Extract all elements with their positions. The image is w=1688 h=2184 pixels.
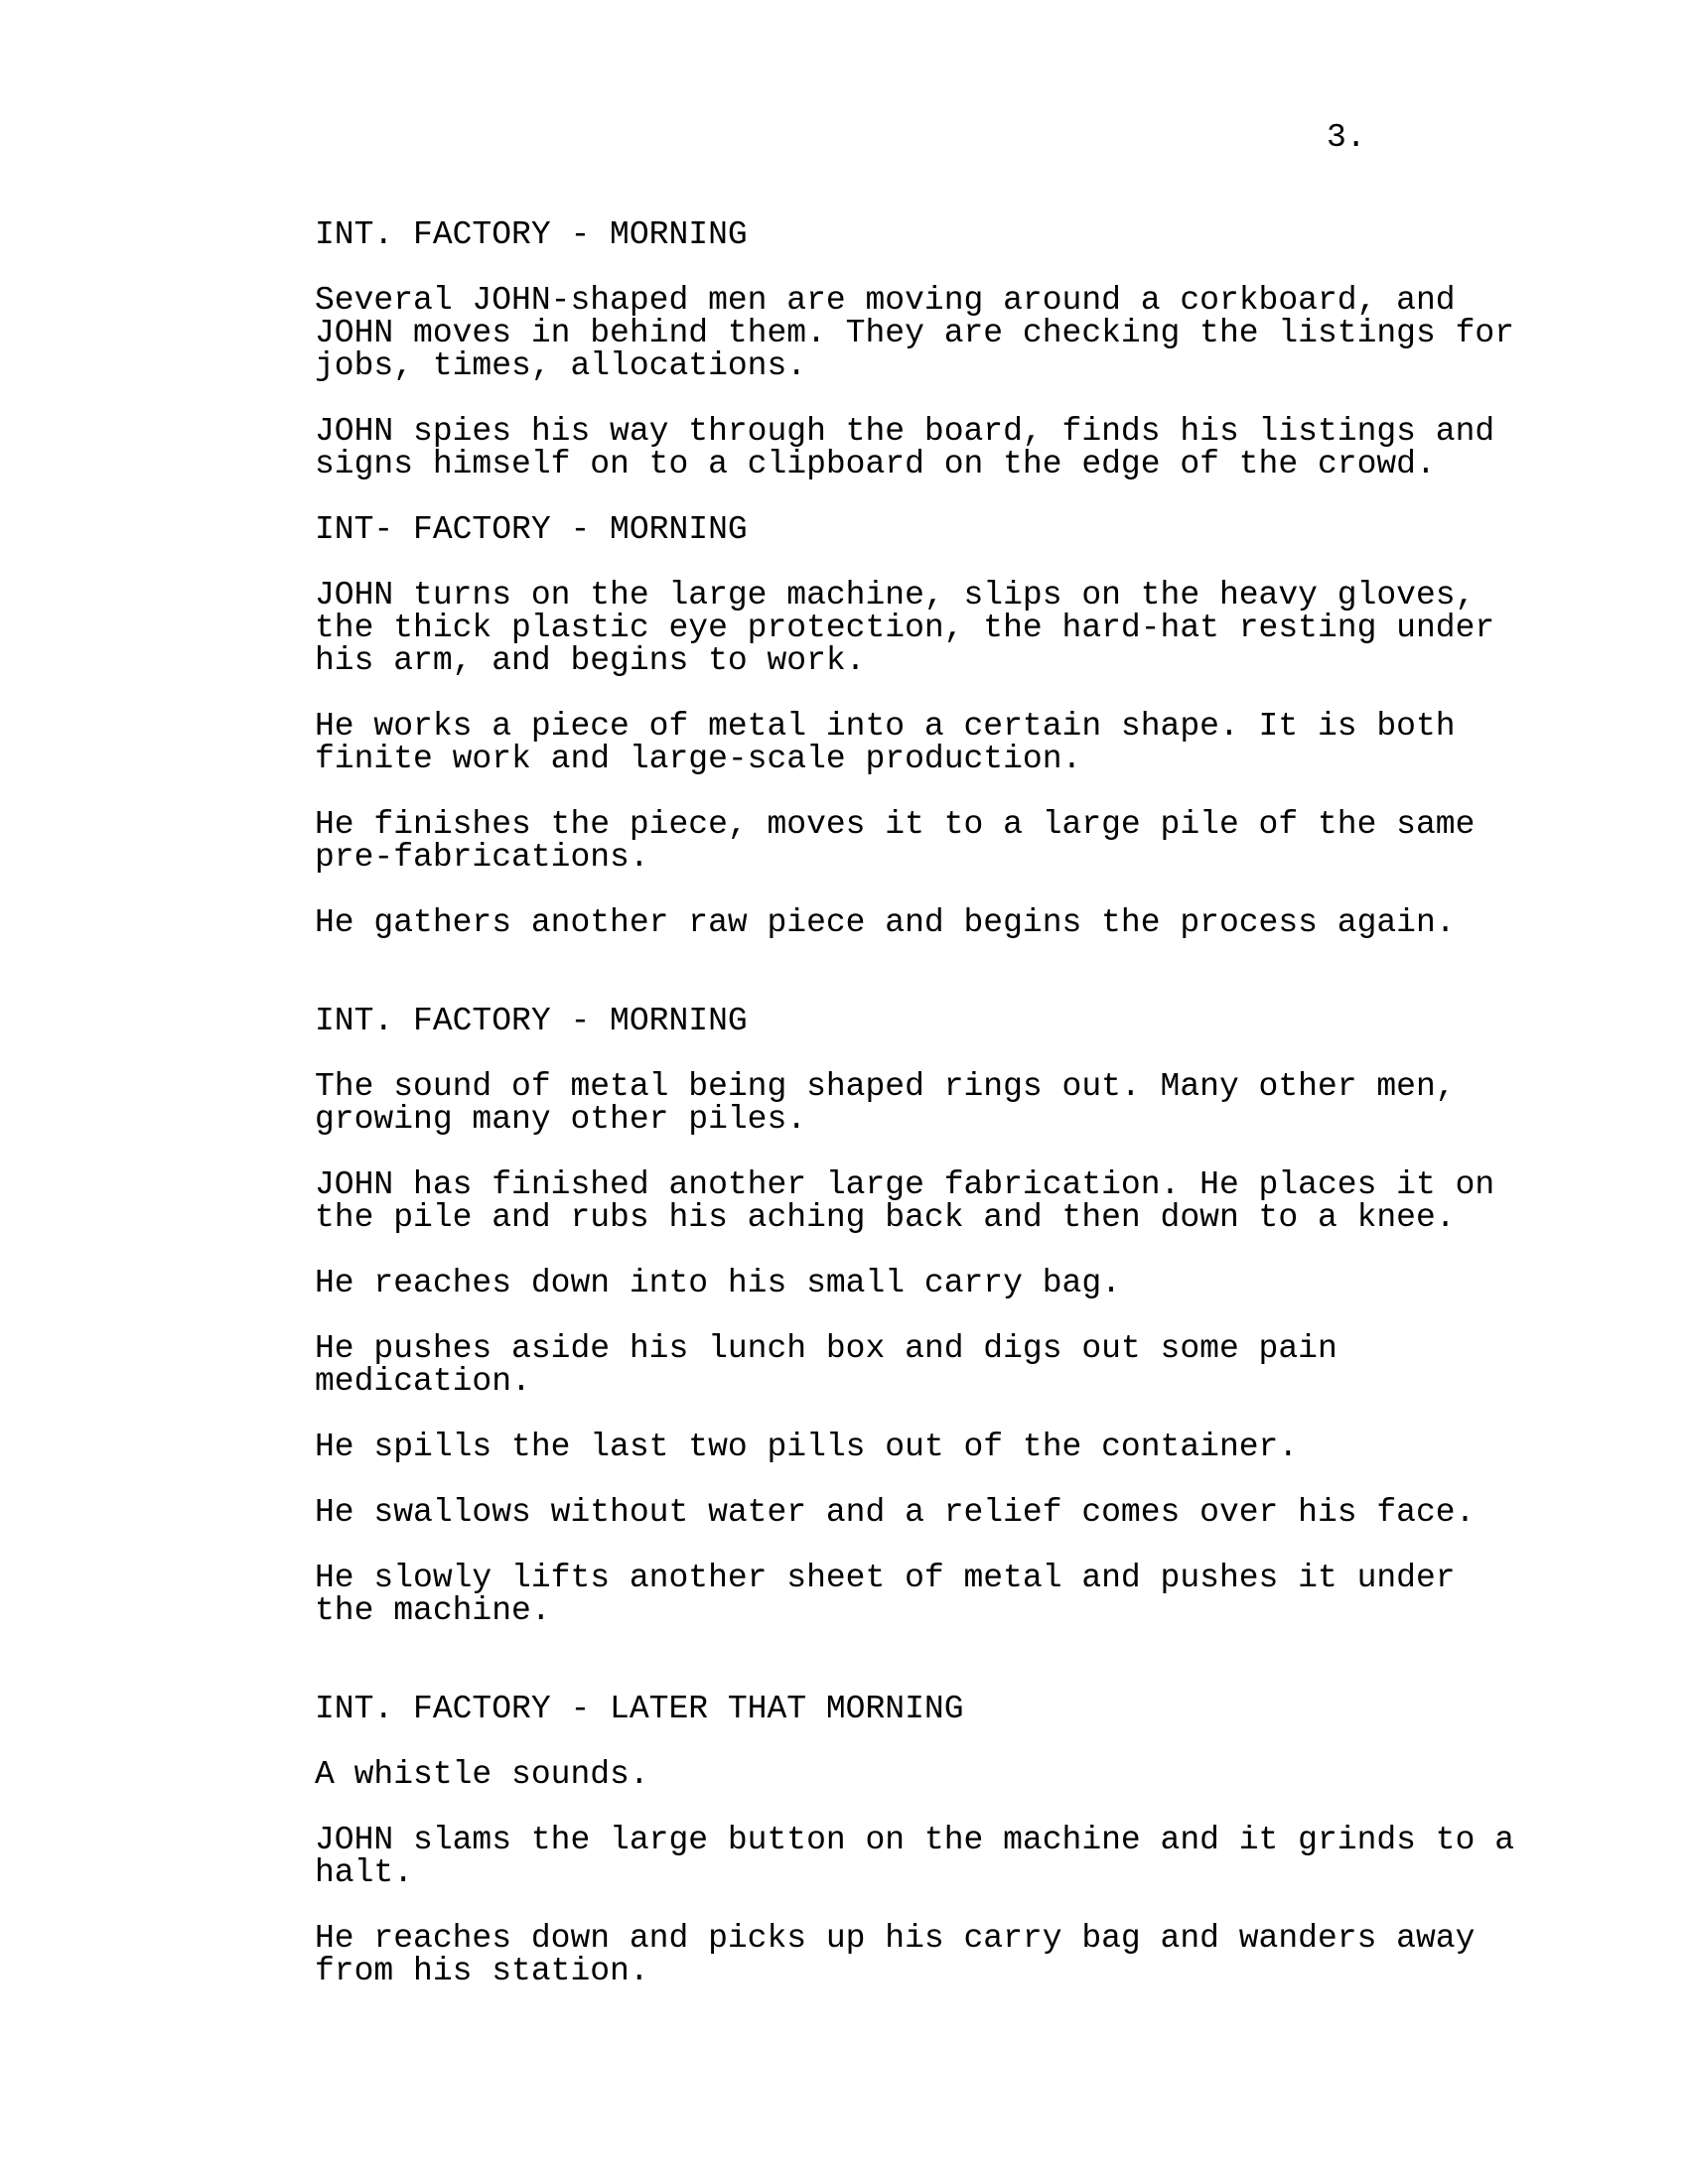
action-line: signs himself on to a clipboard on the edge of the crowd. (315, 446, 1436, 482)
action-line: jobs, times, allocations. (315, 347, 807, 384)
action-line: He works a piece of metal into a certain shape. It is both (315, 708, 1456, 745)
action-line: his arm, and begins to work. (315, 642, 866, 679)
scene-heading: INT. FACTORY - LATER THAT MORNING (315, 1691, 964, 1727)
scene-heading: INT- FACTORY - MORNING (315, 511, 748, 548)
action-line: JOHN slams the large button on the machine and it grinds to a (315, 1822, 1514, 1858)
action-line: halt. (315, 1854, 414, 1891)
page-number: 3. (1327, 119, 1366, 156)
action-line: The sound of metal being shaped rings out. Many other men, (315, 1068, 1456, 1105)
action-line: He gathers another raw piece and begins the process again. (315, 904, 1456, 941)
action-line: He reaches down into his small carry bag. (315, 1265, 1121, 1301)
action-line: JOHN spies his way through the board, finds his listings and (315, 413, 1495, 450)
scene-heading: INT. FACTORY - MORNING (315, 216, 748, 253)
action-line: He swallows without water and a relief comes over his face. (315, 1494, 1476, 1531)
action-line: JOHN turns on the large machine, slips on the heavy gloves, (315, 577, 1476, 614)
action-line: He pushes aside his lunch box and digs out some pain (315, 1330, 1337, 1367)
action-line: the machine. (315, 1592, 551, 1629)
action-line: the thick plastic eye protection, the hard-hat resting under (315, 610, 1495, 646)
scene-heading: INT. FACTORY - MORNING (315, 1003, 748, 1039)
action-line: JOHN has finished another large fabrication. He places it on (315, 1166, 1495, 1203)
action-line: finite work and large-scale production. (315, 741, 1082, 777)
action-line: He slowly lifts another sheet of metal and pushes it under (315, 1560, 1456, 1596)
action-line: A whistle sounds. (315, 1756, 649, 1793)
action-line: from his station. (315, 1953, 649, 1989)
action-line: pre-fabrications. (315, 839, 649, 876)
action-line: He reaches down and picks up his carry bag and wanders away (315, 1920, 1476, 1957)
action-line: He spills the last two pills out of the container. (315, 1429, 1299, 1465)
action-line: Several JOHN-shaped men are moving around a corkboard, and (315, 282, 1456, 319)
action-line: the pile and rubs his aching back and then down to a knee. (315, 1199, 1456, 1236)
action-line: medication. (315, 1363, 531, 1400)
action-line: He finishes the piece, moves it to a large pile of the same (315, 806, 1476, 843)
action-line: JOHN moves in behind them. They are checking the listings for (315, 315, 1514, 351)
action-line: growing many other piles. (315, 1101, 807, 1138)
